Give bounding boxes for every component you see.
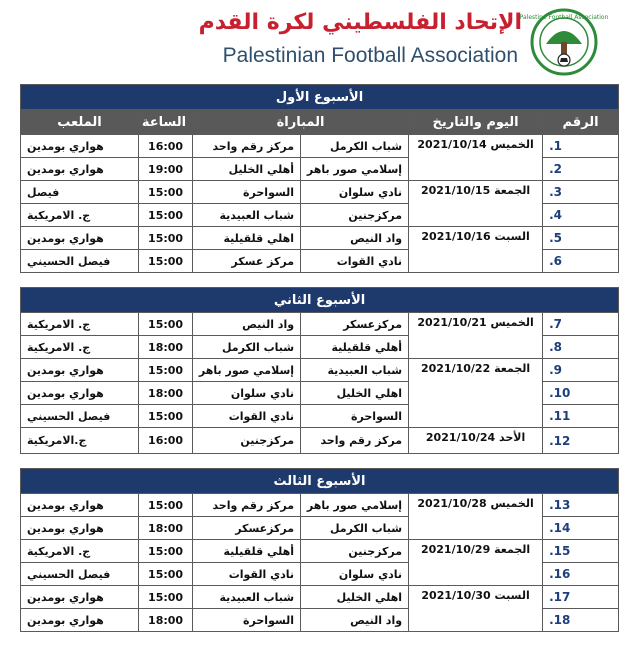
match-date: الجمعة 2021/10/15 [409,181,543,227]
away-team: مركزجنين [193,428,301,454]
away-team: شباب الكرمل [193,336,301,359]
match-venue: هواري بومدين [21,517,139,540]
match-time: 15:00 [139,563,193,586]
match-venue: هواري بومدين [21,609,139,632]
home-team: مركزعسكر [301,313,409,336]
match-row [21,494,619,517]
home-team: أهلي قلقيلية [301,336,409,359]
column-header-row [21,110,619,135]
title-english: Palestinian Football Association [222,44,518,67]
match-number: 3. [543,181,619,204]
home-team: إسلامي صور باهر [301,158,409,181]
home-team: شباب الكرمل [301,135,409,158]
col-header-match: المباراة [193,110,409,135]
match-date: الأحد 2021/10/24 [409,428,543,454]
match-time: 15:00 [139,494,193,517]
match-venue: فيصل [21,181,139,204]
match-time: 18:00 [139,336,193,359]
match-date: السبت 2021/10/16 [409,227,543,273]
home-team: نادي سلوان [301,563,409,586]
match-venue: فيصل الحسيني [21,563,139,586]
match-time: 15:00 [139,250,193,273]
header [0,0,640,82]
match-venue: هواري بومدين [21,135,139,158]
match-venue: هواري بومدين [21,158,139,181]
match-row [21,313,619,336]
match-number: 1. [543,135,619,158]
match-time: 15:00 [139,313,193,336]
match-date: الخميس 2021/10/28 [409,494,543,540]
away-team: شباب العبيدية [193,586,301,609]
gap-cell [21,454,619,469]
home-team: نادي سلوان [301,181,409,204]
match-number: 2. [543,158,619,181]
match-number: 8. [543,336,619,359]
away-team: اهلي قلقيلية [193,227,301,250]
week-title: الأسبوع الأول [21,85,619,110]
match-date: الخميس 2021/10/21 [409,313,543,359]
home-team: إسلامي صور باهر [301,494,409,517]
match-time: 16:00 [139,428,193,454]
match-time: 18:00 [139,382,193,405]
match-venue: هواري بومدين [21,359,139,382]
match-number: 12. [543,428,619,454]
week-gap [21,273,619,288]
week-title: الأسبوع الثالث [21,469,619,494]
match-number: 14. [543,517,619,540]
home-team: نادي القوات [301,250,409,273]
match-time: 15:00 [139,204,193,227]
match-venue: ج. الامريكية [21,540,139,563]
match-row [21,586,619,609]
match-number: 18. [543,609,619,632]
match-number: 11. [543,405,619,428]
gap-cell [21,273,619,288]
match-time: 16:00 [139,135,193,158]
home-team: شباب العبيدية [301,359,409,382]
match-time: 18:00 [139,517,193,540]
away-team: نادي القوات [193,563,301,586]
match-time: 15:00 [139,181,193,204]
pfa-logo-icon [519,8,609,78]
match-venue: هواري بومدين [21,494,139,517]
week-title: الأسبوع الثاني [21,288,619,313]
match-row [21,428,619,454]
col-header-number: الرقم [543,110,619,135]
away-team: أهلي الخليل [193,158,301,181]
match-time: 15:00 [139,540,193,563]
home-team: واد النيص [301,227,409,250]
match-date: السبت 2021/10/30 [409,586,543,632]
match-time: 19:00 [139,158,193,181]
match-number: 7. [543,313,619,336]
match-date: الخميس 2021/10/14 [409,135,543,181]
home-team: واد النيص [301,609,409,632]
match-row [21,227,619,250]
match-time: 15:00 [139,227,193,250]
away-team: مركز رقم واحد [193,135,301,158]
away-team: واد النيص [193,313,301,336]
away-team: شباب العبيدية [193,204,301,227]
week-title-row [21,85,619,110]
home-team: اهلي الخليل [301,586,409,609]
match-venue: فيصل الحسيني [21,250,139,273]
home-team: مركزجنين [301,204,409,227]
col-header-time: الساعة [139,110,193,135]
match-time: 15:00 [139,586,193,609]
match-venue: ج. الامريكية [21,336,139,359]
logo-text: Palestine Football Association [519,14,609,21]
away-team: مركزعسكر [193,517,301,540]
match-venue: فيصل الحسيني [21,405,139,428]
col-header-date: اليوم والتاريخ [409,110,543,135]
match-number: 5. [543,227,619,250]
match-date: الجمعة 2021/10/22 [409,359,543,428]
match-venue: هواري بومدين [21,586,139,609]
away-team: مركز رقم واحد [193,494,301,517]
week-title-row [21,288,619,313]
title-arabic: الإتحاد الفلسطيني لكرة القدم [198,10,522,35]
match-time: 18:00 [139,609,193,632]
match-venue: هواري بومدين [21,382,139,405]
away-team: السواحرة [193,181,301,204]
match-number: 9. [543,359,619,382]
match-number: 4. [543,204,619,227]
home-team: مركزجنين [301,540,409,563]
match-date: الجمعة 2021/10/29 [409,540,543,586]
match-venue: هواري بومدين [21,227,139,250]
match-time: 15:00 [139,405,193,428]
match-venue: ج.الامريكية [21,428,139,454]
match-row [21,135,619,158]
match-number: 13. [543,494,619,517]
away-team: إسلامي صور باهر [193,359,301,382]
match-row [21,540,619,563]
match-venue: ج. الامريكية [21,313,139,336]
match-row [21,181,619,204]
home-team: مركز رقم واحد [301,428,409,454]
match-row [21,359,619,382]
match-time: 15:00 [139,359,193,382]
col-header-venue: الملعب [21,110,139,135]
home-team: شباب الكرمل [301,517,409,540]
home-team: السواحرة [301,405,409,428]
fixtures-table [20,84,619,632]
away-team: مركز عسكر [193,250,301,273]
home-team: اهلي الخليل [301,382,409,405]
away-team: نادي سلوان [193,382,301,405]
match-number: 6. [543,250,619,273]
away-team: السواحرة [193,609,301,632]
week-title-row [21,469,619,494]
week-gap [21,454,619,469]
away-team: نادي القوات [193,405,301,428]
match-number: 16. [543,563,619,586]
match-venue: ج. الامريكية [21,204,139,227]
match-number: 15. [543,540,619,563]
match-number: 10. [543,382,619,405]
away-team: أهلي قلقيلية [193,540,301,563]
match-number: 17. [543,586,619,609]
